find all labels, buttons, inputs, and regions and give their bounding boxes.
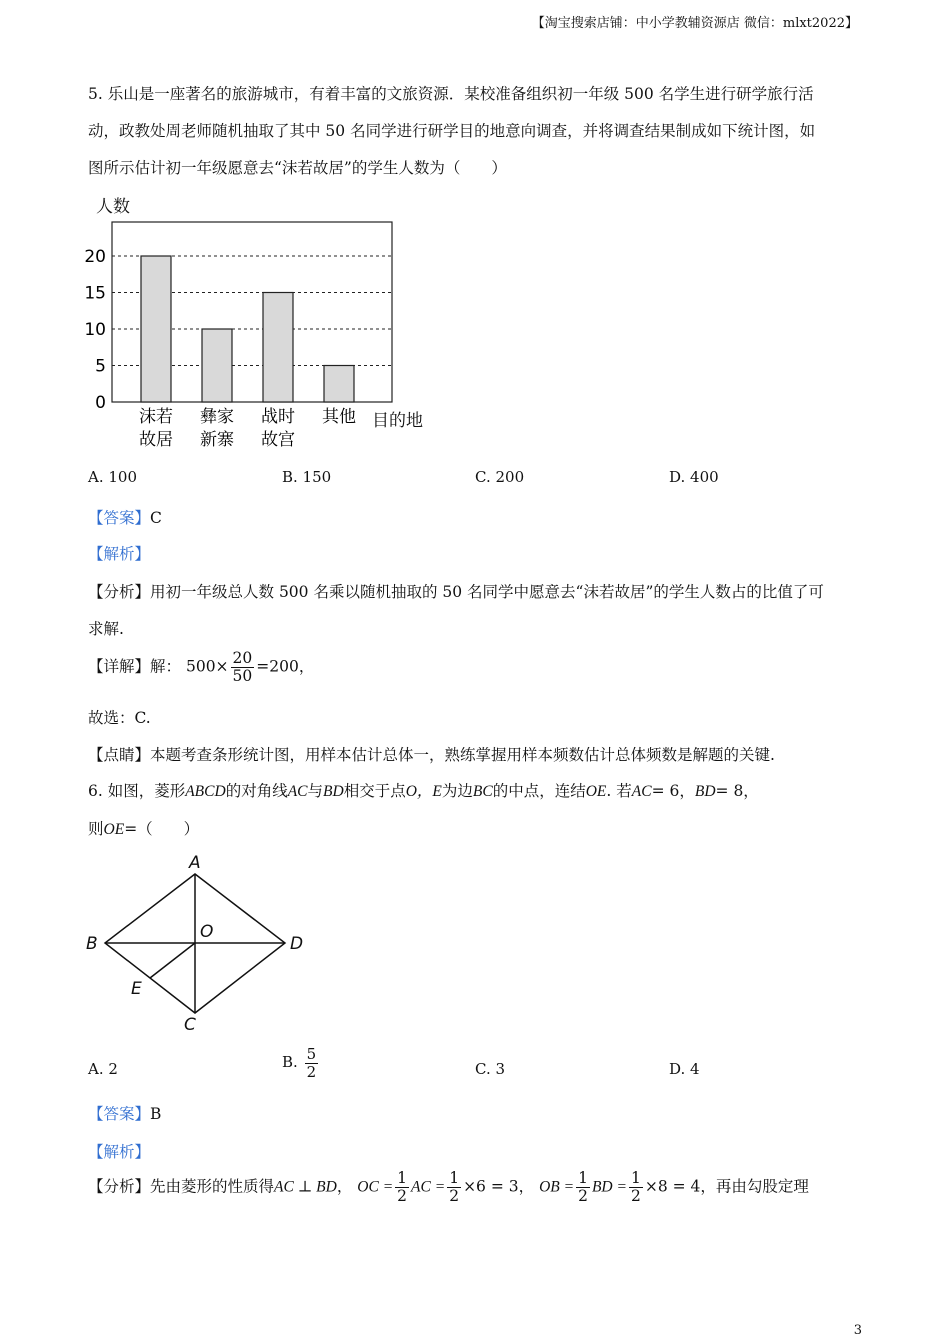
q6-t16: BD [694, 783, 716, 800]
y-tick-label: 0 [95, 393, 106, 413]
option-b-num: 5 [306, 1045, 317, 1063]
q6-t5: 与 [307, 782, 324, 800]
answer-tag: 【答案】 [88, 509, 151, 527]
detail-numerator: 20 [232, 649, 253, 667]
label-d: D [290, 934, 304, 954]
q6-t12: OE [585, 783, 607, 800]
fenxi-tag: 【分析】 [88, 583, 151, 601]
q6-t1: 6. 如图，菱形 [88, 782, 186, 800]
option-b-fraction [305, 1046, 319, 1080]
q6-f-b: AC ⊥ BD [274, 1178, 337, 1196]
q6-frac-3-den: 2 [578, 1187, 588, 1206]
q6-l2-a: 则 [88, 820, 104, 838]
bar [202, 329, 232, 402]
q6-frac-3 [576, 1170, 590, 1205]
q6-l2-b: OE [103, 821, 125, 838]
q6-t17: = 8， [715, 782, 759, 800]
detail-expr-b: =200， [256, 657, 315, 676]
option-b-label: B. [282, 1053, 298, 1071]
chart-x-labels [139, 406, 356, 450]
q6-frac-1 [395, 1170, 409, 1205]
q5-choose: 故选：C. [88, 709, 151, 727]
q6-f-j: ×8 = 4 [644, 1177, 701, 1196]
q6-fenxi [88, 1170, 809, 1205]
q6-t6: BD [323, 783, 344, 800]
q6-fenxi-tag: 【分析】 [88, 1177, 151, 1196]
dianjing-text: 本题考查条形统计图，用样本估计总体一，熟练掌握用样本频数估计总体频数是解题的关键. [150, 746, 775, 764]
rhombus-figure [80, 850, 320, 1040]
bar [141, 256, 171, 402]
bar [324, 366, 354, 403]
label-a: A [189, 853, 201, 873]
q6-t14: AC [631, 783, 652, 800]
q6-f-k: ，再由勾股定理 [700, 1177, 809, 1196]
q5-text-line-3: 图所示估计初一年级愿意去“沫若故居”的学生人数为（ ） [88, 159, 507, 177]
q6-t4: AC [287, 783, 308, 800]
q6-frac-3-num: 1 [578, 1169, 588, 1187]
y-tick-label: 10 [84, 320, 106, 340]
q6-t3: 的对角线 [225, 782, 288, 800]
answer-value: C [150, 509, 162, 527]
q6-f-g: ， [518, 1177, 535, 1196]
q6-f-c: ， [336, 1177, 353, 1196]
q6-analysis-tag: 【解析】 [88, 1143, 151, 1161]
q6-option-d: D. 4 [669, 1060, 700, 1078]
label-b: B [86, 934, 98, 954]
q6-t10: BC [472, 783, 493, 800]
y-tick-label: 15 [84, 283, 106, 304]
q5-option-d: D. 400 [669, 468, 719, 486]
x-category-label: 故居 [139, 430, 173, 450]
page-header: 【淘宝搜索店铺：中小学教辅资源店 微信：mlxt2022】 [531, 16, 858, 31]
q6-t13: . 若 [606, 782, 632, 800]
q6-f-e: AC = [411, 1178, 446, 1196]
detail-pre: 解： [150, 657, 182, 676]
q5-answer [88, 506, 162, 528]
x-category-label: 战时 [261, 407, 295, 427]
label-c: C [184, 1015, 196, 1035]
dianjing-tag: 【点睛】 [88, 746, 151, 764]
y-tick-label: 5 [95, 356, 106, 377]
q6-f-a: 先由菱形的性质得 [150, 1177, 275, 1196]
q5-option-a: A. 100 [88, 468, 137, 486]
q6-frac-2-den: 2 [449, 1187, 460, 1206]
q6-frac-1-den: 2 [397, 1187, 408, 1206]
label-o: O [200, 922, 214, 942]
chart-xlabel: 目的地 [372, 411, 423, 431]
q6-text-line-1 [88, 779, 759, 801]
q5-detail [88, 650, 314, 685]
q6-answer-value: B [150, 1105, 162, 1123]
q6-frac-4-num: 1 [630, 1169, 641, 1187]
q5-option-b: B. 150 [282, 468, 332, 486]
q6-f-d: OC = [357, 1178, 394, 1196]
q6-text-line-2 [88, 817, 199, 839]
detail-denominator: 50 [232, 667, 253, 686]
chart-ylabel: 人数 [96, 197, 130, 217]
q6-t11: 的中点，连结 [492, 782, 586, 800]
q6-option-c: C. 3 [475, 1060, 506, 1078]
q6-frac-4 [629, 1170, 643, 1205]
detail-expr-a: 500× [185, 657, 229, 676]
x-category-label: 其他 [322, 407, 356, 427]
q6-option-a: A. 2 [88, 1060, 118, 1078]
q6-frac-2-num: 1 [449, 1169, 460, 1187]
q6-answer [88, 1102, 161, 1124]
q6-t2: ABCD [185, 783, 226, 800]
q6-answer-tag: 【答案】 [88, 1105, 151, 1123]
option-b-den: 2 [306, 1062, 317, 1081]
q5-text-line-1: 5. 乐山是一座著名的旅游城市，有着丰富的文旅资源．某校准备组织初一年级 500 名学生进行研学旅行活 [88, 85, 814, 103]
q6-t8: O，E [405, 783, 442, 800]
segment-oe [150, 943, 195, 978]
q6-frac-2 [447, 1170, 461, 1205]
fenxi-text: 用初一年级总人数 500 名乘以随机抽取的 50 名同学中愿意去“沫若故居”的学生人数占的比值了可 [150, 583, 824, 601]
q6-t9: 为边 [441, 782, 473, 800]
q5-bar-chart [80, 188, 450, 458]
x-category-label: 彝家 [200, 407, 234, 427]
x-category-label: 沫若 [139, 407, 173, 427]
detail-fraction [231, 650, 255, 685]
bar [263, 293, 293, 403]
q6-f-f: ×6 = 3 [463, 1177, 519, 1196]
q6-t7: 相交于点 [343, 782, 406, 800]
q6-t15: = 6， [651, 782, 695, 800]
page-number: 3 [853, 1323, 862, 1338]
q6-option-b [282, 1046, 320, 1080]
q6-f-h: OB = [539, 1178, 575, 1196]
x-category-label: 故宫 [261, 430, 295, 450]
q5-dianjing [88, 743, 775, 765]
q5-option-c: C. 200 [475, 468, 525, 486]
chart-y-ticks [84, 247, 106, 413]
q5-fenxi-line-1 [88, 580, 824, 602]
q6-f-i: BD = [591, 1178, 627, 1196]
y-tick-label: 20 [84, 247, 106, 267]
q6-l2-c: =（ ） [124, 820, 200, 838]
q6-frac-4-den: 2 [630, 1187, 641, 1206]
q5-fenxi-line-2: 求解. [88, 620, 124, 638]
q5-analysis-tag: 【解析】 [88, 545, 151, 563]
q5-text-line-2: 动，政教处周老师随机抽取了其中 50 名同学进行研学目的地意向调查，并将调查结果制成如下统计图，如 [88, 122, 816, 140]
q6-frac-1-num: 1 [397, 1169, 408, 1187]
x-category-label: 新寨 [200, 430, 234, 450]
label-e: E [131, 979, 142, 999]
detail-tag: 【详解】 [88, 657, 151, 676]
